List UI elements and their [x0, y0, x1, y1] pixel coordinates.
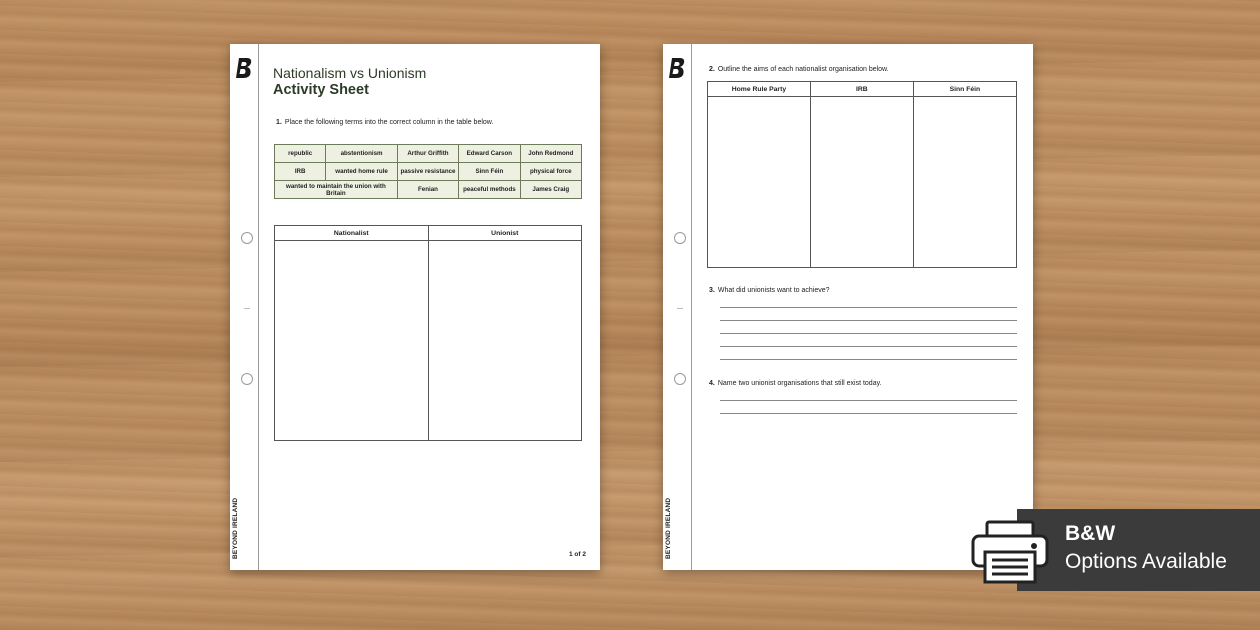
margin-line: [258, 44, 259, 570]
term-cell: Arthur Griffith: [397, 145, 458, 163]
term-cell: Sinn Féin: [459, 163, 520, 181]
question-1: [276, 119, 493, 126]
term-cell: James Craig: [520, 181, 581, 199]
writing-line[interactable]: [720, 307, 1017, 308]
question-4: [709, 380, 882, 387]
question-text: Outline the aims of each nationalist organisation below.: [717, 66, 889, 73]
badge-title: B&W: [1065, 522, 1116, 545]
term-cell: wanted to maintain the union with Britain: [275, 181, 398, 199]
fold-mark: [244, 308, 250, 309]
punch-hole: [241, 373, 253, 385]
term-cell: abstentionism: [326, 145, 397, 163]
writing-line[interactable]: [720, 413, 1017, 414]
question-number: 2.: [709, 66, 715, 73]
margin-line: [691, 44, 692, 570]
column-header-irb: IRB: [810, 82, 913, 97]
page-number: 1 of 2: [569, 551, 586, 558]
writing-line[interactable]: [720, 346, 1017, 347]
column-header-home-rule-party: Home Rule Party: [708, 82, 811, 97]
badge-subtitle: Options Available: [1065, 550, 1227, 573]
punch-hole: [674, 232, 686, 244]
term-cell: John Redmond: [520, 145, 581, 163]
aims-table: [707, 81, 1017, 268]
writing-line[interactable]: [720, 333, 1017, 334]
question-text: Place the following terms into the correct column in the table below.: [284, 119, 494, 126]
question-number: 3.: [709, 287, 715, 294]
column-header-unionist: Unionist: [428, 226, 582, 241]
term-cell: physical force: [520, 163, 581, 181]
answer-cell-home-rule-party[interactable]: [708, 97, 811, 268]
beyond-logo-icon: [235, 56, 253, 80]
column-header-nationalist: Nationalist: [275, 226, 429, 241]
writing-line[interactable]: [720, 400, 1017, 401]
worksheet-subtitle: Activity Sheet: [273, 82, 369, 98]
term-cell: wanted home rule: [326, 163, 397, 181]
answer-cell-nationalist[interactable]: [275, 241, 429, 441]
question-2: [709, 66, 889, 73]
beyond-logo-icon: [668, 56, 686, 80]
fold-mark: [677, 308, 683, 309]
answer-cell-unionist[interactable]: [428, 241, 582, 441]
term-cell: Fenian: [397, 181, 458, 199]
term-cell: peaceful methods: [459, 181, 520, 199]
brand-vertical-label: BEYOND IRELAND: [665, 497, 672, 559]
term-cell: Edward Carson: [459, 145, 520, 163]
brand-vertical-label: BEYOND IRELAND: [232, 497, 239, 559]
question-number: 4.: [709, 380, 715, 387]
term-cell: IRB: [275, 163, 326, 181]
terms-table: [274, 144, 582, 199]
answer-cell-irb[interactable]: [810, 97, 913, 268]
worksheet-title: Nationalism vs Unionism: [273, 65, 427, 81]
worksheet-page-2: [663, 44, 1033, 570]
punch-hole: [241, 232, 253, 244]
sorting-table: [274, 225, 582, 441]
term-cell: passive resistance: [397, 163, 458, 181]
question-number: 1.: [276, 119, 282, 126]
writing-line[interactable]: [720, 359, 1017, 360]
question-text: Name two unionist organisations that still exist today.: [717, 380, 882, 387]
writing-line[interactable]: [720, 320, 1017, 321]
column-header-sinn-fein: Sinn Féin: [913, 82, 1016, 97]
printer-icon: [967, 518, 1053, 586]
punch-hole: [674, 373, 686, 385]
term-cell: republic: [275, 145, 326, 163]
answer-cell-sinn-fein[interactable]: [913, 97, 1016, 268]
question-3: [709, 287, 830, 294]
question-text: What did unionists want to achieve?: [717, 287, 830, 294]
worksheet-page-1: [230, 44, 600, 570]
